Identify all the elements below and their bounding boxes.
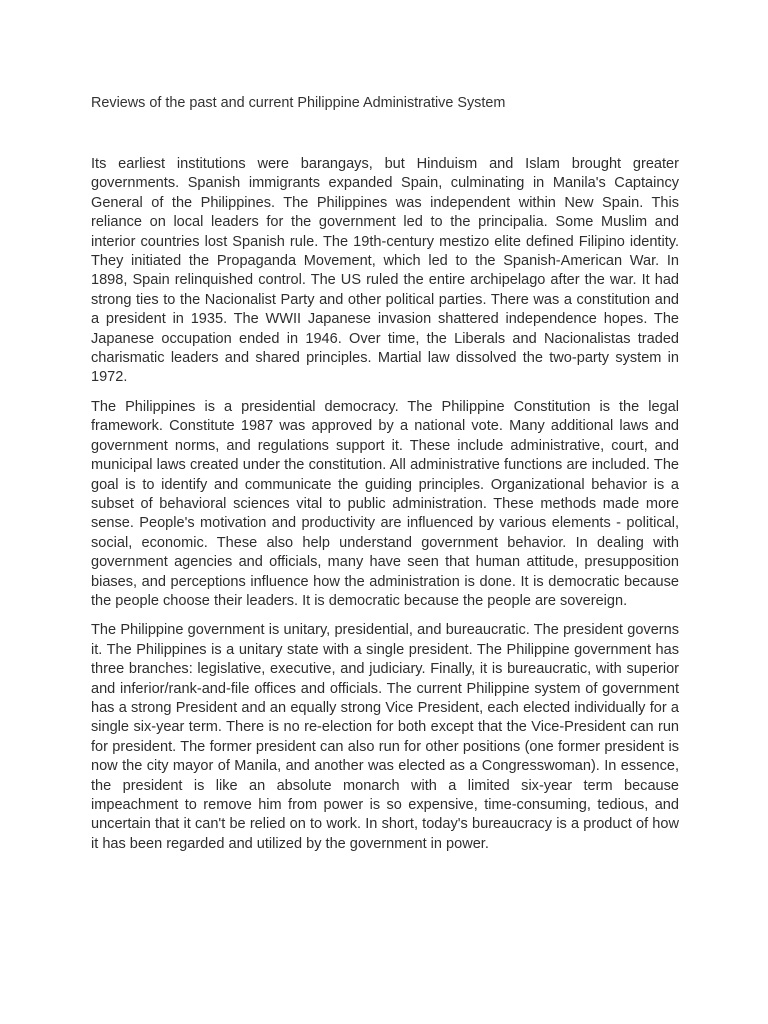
paragraph-government-structure: The Philippine government is unitary, presidential, and bureaucratic. The president governs it. The Philippines is a unitary state with a single president. The Philippine government has three branches: legislative, executive, and judiciary. Finally, it is bureaucratic, with superior and inferior/rank-and-file offices and officials. The current Philippine system of government has a strong President and an equally strong Vice President, each elected individually for a single six-year term. There is no re-election for both except that the Vice-President can run for president. The former president can also run for other positions (one former president is now the city mayor of Manila, and another was elected as a Congresswoman). In essence, the president is like an absolute monarch with a limited six-year term because impeachment to remove him from power is so expensive, time-consuming, tedious, and uncertain that it can't be relied on to work. In short, today's bureaucracy is a product of how it has been regarded and utilized by the government in power. <box>91 622 679 852</box>
document-title: Reviews of the past and current Philippine Administrative System <box>91 95 506 111</box>
paragraph-democracy: The Philippines is a presidential democracy. The Philippine Constitution is the legal framework. Constitute 1987 was approved by a national vote. Many additional laws and government norms, and regulations support it. These include administrative, court, and municipal laws created under the constitution. All administrative functions are included. The goal is to identify and communicate the guiding principles. Organizational behavior is a subset of behavioral sciences vital to public administration. These methods made more sense. People's motivation and productivity are influenced by various elements - political, social, economic. These also help understand government behavior. In dealing with government agencies and officials, many have seen that human attitude, presupposition biases, and perceptions influence how the administration is done. It is democratic because the people choose their leaders. It is democratic because the people are sovereign. <box>91 398 679 609</box>
paragraph-history: Its earliest institutions were barangays, but Hinduism and Islam brought greater governments. Spanish immigrants expanded Spain, culminating in Manila's Captaincy General of the Philippines. The Philippines was independent within New Spain. This reliance on local leaders for the government led to the principalia. Some Muslim and interior countries lost Spanish rule. The 19th-century mestizo elite defined Filipino identity. They initiated the Propaganda Movement, which led to the Spanish-American War. In 1898, Spain relinquished control. The US ruled the entire archipelago after the war. It had strong ties to the Nacionalist Party and other political parties. There was a constitution and a president in 1935. The WWII Japanese invasion shattered independence hopes. The Japanese occupation ended in 1946. Over time, the Liberals and Nacionalistas traded charismatic leaders and shared principles. Martial law dissolved the two-party system in 1972. <box>91 156 679 386</box>
document-page <box>91 94 679 864</box>
